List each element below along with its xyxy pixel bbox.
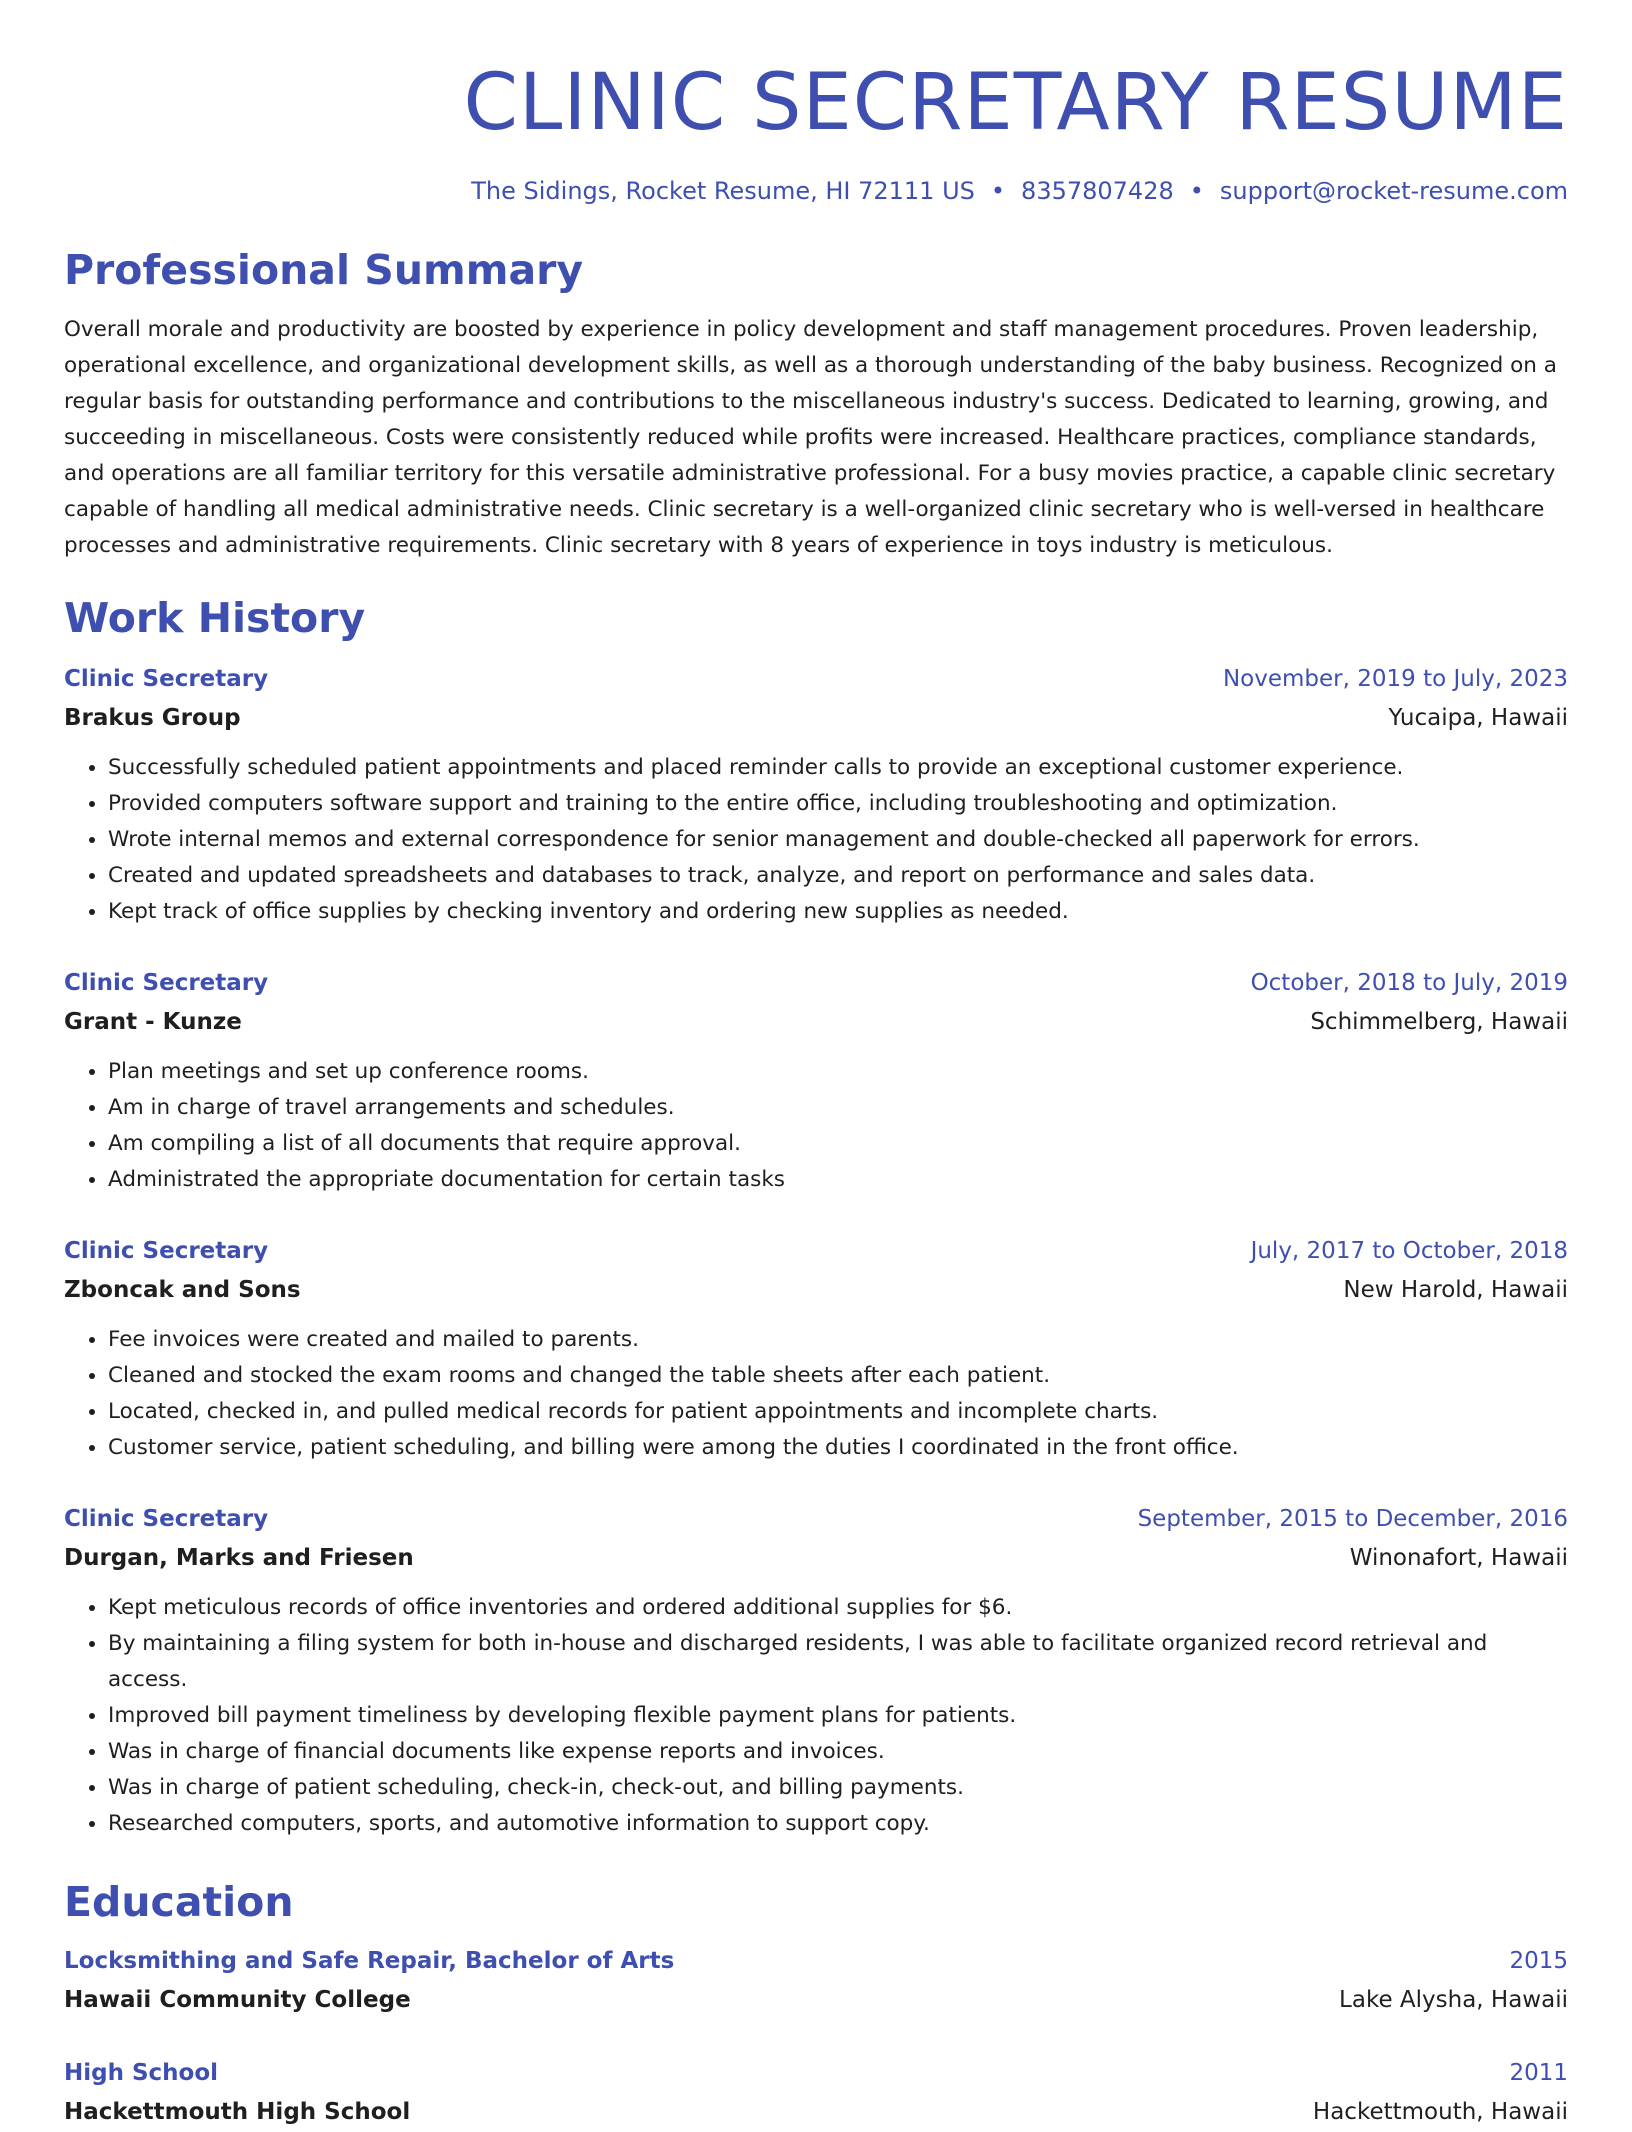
job-bullet: • Was in charge of patient scheduling, check-in, check-out, and billing payments.	[108, 1770, 1568, 1806]
job-company: Durgan, Marks and Friesen	[64, 1545, 414, 1571]
education-location: Hackettmouth, Hawaii	[1312, 2099, 1568, 2125]
job-bullet: • By maintaining a filing system for both in-house and discharged residents, I was able to facilitate organized record retrieval and access.	[108, 1626, 1568, 1698]
job-company-row	[64, 698, 1568, 738]
job-entry	[64, 660, 1568, 930]
summary-text: Overall morale and productivity are boosted by experience in policy development and staff management procedures. Proven leadership, operational excellence, and organizational development skills, as well as a thorough understanding of the baby business. Recognized on a regular basis for outstanding performance and contributions to the miscellaneous industry's success. Dedicated to learning, growing, and succeeding in miscellaneous. Costs were consistently reduced while profits were increased. Healthcare practices, compliance standards, and operations are all familiar territory for this versatile administrative professional. For a busy movies practice, a capable clinic secretary capable of handling all medical administrative needs. Clinic secretary is a well-organized clinic secretary who is well-versed in healthcare processes and administrative requirements. Clinic secretary with 8 years of experience in toys industry is meticulous.	[64, 317, 1557, 558]
job-header-row	[64, 660, 1568, 698]
job-bullet: • Am in charge of travel arrangements and schedules.	[108, 1090, 1568, 1126]
job-bullet: • Researched computers, sports, and automotive information to support copy.	[108, 1806, 1568, 1842]
job-company: Grant - Kunze	[64, 1009, 242, 1035]
contact-line	[64, 174, 1568, 208]
education-entry	[64, 1942, 1568, 2020]
job-location: New Harold, Hawaii	[1343, 1277, 1568, 1303]
job-role: Clinic Secretary	[64, 1238, 269, 1264]
education-location: Lake Alysha, Hawaii	[1339, 1987, 1568, 2013]
education-year: 2015	[1509, 1948, 1568, 1974]
education-school-row	[64, 1980, 1568, 2020]
education-school: Hackettmouth High School	[64, 2099, 411, 2125]
education-header-row	[64, 2054, 1568, 2092]
contact-address: The Sidings, Rocket Resume, HI 72111 US	[471, 177, 975, 205]
resume-title: CLINIC SECRETARY RESUME	[463, 58, 1568, 148]
job-bullet-list	[64, 1054, 1568, 1198]
job-company-row	[64, 1270, 1568, 1310]
job-bullet: • Customer service, patient scheduling, and billing were among the duties I coordinated in the front office.	[108, 1430, 1568, 1466]
job-bullet: • Created and updated spreadsheets and databases to track, analyze, and report on performance and sales data.	[108, 858, 1568, 894]
job-company-row	[64, 1538, 1568, 1578]
education-school-row	[64, 2092, 1568, 2132]
job-bullet: • Kept meticulous records of office inventories and ordered additional supplies for $6.	[108, 1590, 1568, 1626]
job-bullet: • Kept track of office supplies by checking inventory and ordering new supplies as needed.	[108, 894, 1568, 930]
job-role: Clinic Secretary	[64, 666, 269, 692]
job-bullet: • Cleaned and stocked the exam rooms and changed the table sheets after each patient.	[108, 1358, 1568, 1394]
job-location: Schimmelberg, Hawaii	[1310, 1009, 1568, 1035]
job-role: Clinic Secretary	[64, 970, 269, 996]
education-year: 2011	[1509, 2060, 1568, 2086]
job-company: Zboncak and Sons	[64, 1277, 301, 1303]
contact-email: support@rocket-resume.com	[1219, 177, 1568, 205]
contact-phone: 8357807428	[1021, 177, 1174, 205]
education-heading: Education	[64, 1878, 294, 1926]
education-school: Hawaii Community College	[64, 1987, 411, 2013]
job-dates: November, 2019 to July, 2023	[1222, 666, 1568, 692]
job-bullet: • Located, checked in, and pulled medical records for patient appointments and incomplete charts.	[108, 1394, 1568, 1430]
job-bullet-list	[64, 750, 1568, 930]
job-bullet: • Was in charge of financial documents like expense reports and invoices.	[108, 1734, 1568, 1770]
job-dates: July, 2017 to October, 2018	[1250, 1238, 1568, 1264]
job-location: Winonafort, Hawaii	[1349, 1545, 1568, 1571]
job-bullet: • Improved bill payment timeliness by developing flexible payment plans for patients.	[108, 1698, 1568, 1734]
job-header-row	[64, 1232, 1568, 1270]
job-bullet: • Am compiling a list of all documents that require approval.	[108, 1126, 1568, 1162]
education-header-row	[64, 1942, 1568, 1980]
job-bullet: • Wrote internal memos and external correspondence for senior management and double-checked all paperwork for errors.	[108, 822, 1568, 858]
resume-page	[64, 0, 1568, 2132]
job-bullet-list	[64, 1590, 1568, 1842]
job-bullet: • Provided computers software support and training to the entire office, including troubleshooting and optimization.	[108, 786, 1568, 822]
job-bullet: • Successfully scheduled patient appointments and placed reminder calls to provide an exceptional customer experience.	[108, 750, 1568, 786]
job-bullet-list	[64, 1322, 1568, 1466]
job-bullet: • Fee invoices were created and mailed to parents.	[108, 1322, 1568, 1358]
separator-dot: •	[1189, 177, 1204, 205]
work-history-heading: Work History	[64, 594, 366, 642]
job-bullet: • Administrated the appropriate documentation for certain tasks	[108, 1162, 1568, 1198]
job-company-row	[64, 1002, 1568, 1042]
job-bullet: • Plan meetings and set up conference rooms.	[108, 1054, 1568, 1090]
separator-dot: •	[990, 177, 1006, 205]
education-degree: High School	[64, 2060, 219, 2086]
job-entry	[64, 1232, 1568, 1466]
job-header-row	[64, 964, 1568, 1002]
education-degree: Locksmithing and Safe Repair, Bachelor of Arts	[64, 1948, 675, 1974]
job-location: Yucaipa, Hawaii	[1388, 705, 1568, 731]
job-dates: September, 2015 to December, 2016	[1137, 1506, 1568, 1532]
education-entry	[64, 2054, 1568, 2132]
job-entry	[64, 964, 1568, 1198]
job-dates: October, 2018 to July, 2019	[1250, 970, 1568, 996]
summary-heading: Professional Summary	[64, 246, 584, 294]
job-company: Brakus Group	[64, 705, 241, 731]
job-entry	[64, 1500, 1568, 1842]
job-header-row	[64, 1500, 1568, 1538]
job-role: Clinic Secretary	[64, 1506, 269, 1532]
